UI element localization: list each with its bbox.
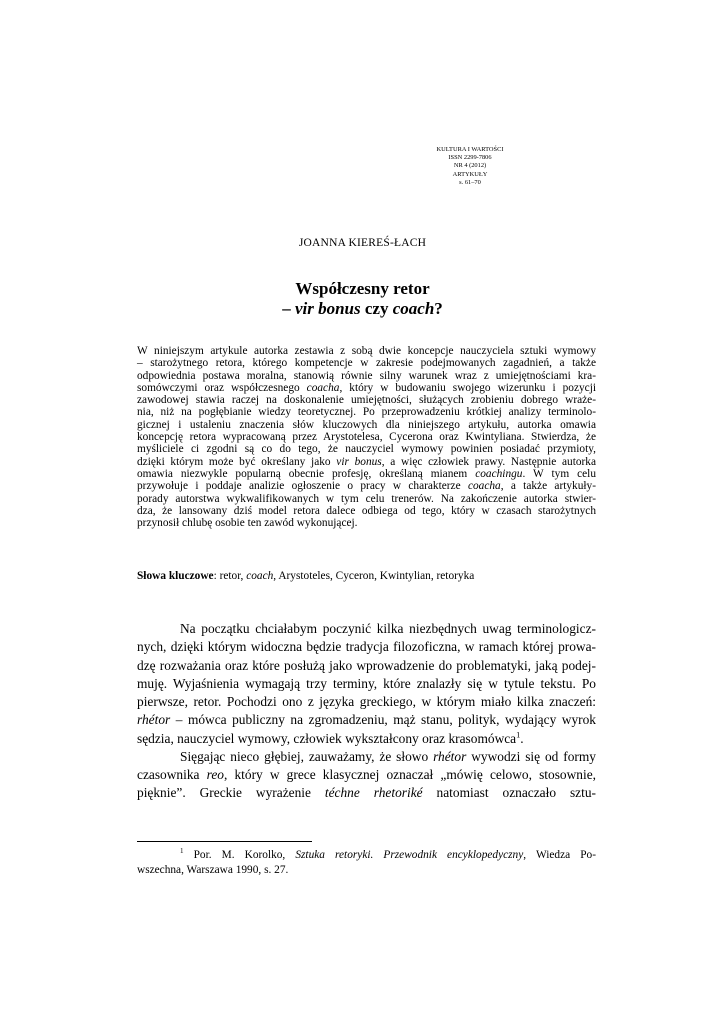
keywords-text: : retor, xyxy=(213,570,247,582)
abstract-line: odpowiednia postawa moralna, stanowią równie silny warunek wraz z umiejętnościami kra- xyxy=(137,369,596,382)
abstract-line: W niniejszym artykule autorka zestawia z sobą dwie koncepcje nauczyciela sztuki wymowy xyxy=(137,345,596,357)
abstract-text: , który w budowaniu swojego wizerunku i pozycji xyxy=(339,381,596,394)
title-vir-bonus: vir bonus xyxy=(294,299,361,318)
abstract-text: , a więc człowiek prawy. Następnie autorka xyxy=(381,455,596,468)
abstract-line: nia, niż na pogłębianie wiedzy teoretycznej. Po przeprowadzeniu krótkiej analizy terminolo- xyxy=(137,406,596,419)
body-text xyxy=(137,620,596,803)
abstract-line: dza, że lansowany dziś model retora dalece odbiega od tego, który w czasach starożytnych xyxy=(137,504,596,517)
body-line xyxy=(137,730,596,748)
footnote-line: wszechna, Warszawa 1990, s. 27. xyxy=(137,863,289,876)
journal-header xyxy=(370,146,570,187)
journal-issue: NR 4 (2012) xyxy=(453,162,487,170)
body-line: nych, dzięki którym widoczna będzie tradycja filozoficzna, w ramach której prowa- xyxy=(137,639,596,655)
keywords-text: , Arystoteles, Cyceron, Kwintylian, retoryka xyxy=(273,570,475,582)
journal-section: ARTYKUŁY xyxy=(452,170,488,178)
abstract-line xyxy=(137,382,596,394)
article-title xyxy=(0,279,725,319)
abstract-italic: coacha xyxy=(306,381,340,394)
abstract-line xyxy=(137,468,596,480)
footnote-text: Por. M. Korolko, xyxy=(183,849,296,861)
abstract-line: gicznej i ustaleniu znaczenia słów kluczowych dla niniejszego artykułu, autorka omawia xyxy=(137,418,596,431)
abstract-text: , a także artykuły- xyxy=(500,480,596,493)
abstract-italic: vir bonus xyxy=(336,455,382,468)
body-italic: rhétor xyxy=(137,712,171,728)
abstract-line: zawodowej stawia raczej na doskonalenie umiejętności, służących zrobieniu dobrego wraże- xyxy=(137,394,596,407)
abstract-italic: coachingu xyxy=(475,467,523,480)
abstract-line: myśliciele ci zgodni są co do tego, że nauczyciel wymowy powinien posiadać przymioty, xyxy=(137,443,596,456)
body-italic: rhétor xyxy=(433,748,467,764)
body-text: wywodzi się od formy xyxy=(466,748,596,764)
title-czy: czy xyxy=(360,299,393,318)
footnote xyxy=(137,848,596,877)
body-line xyxy=(137,766,596,784)
body-line xyxy=(137,784,596,802)
abstract-line xyxy=(137,456,596,468)
abstract xyxy=(137,345,596,529)
footnote-number: 1 xyxy=(180,847,184,856)
body-line: muję. Wyjaśnienia wymagają trzy terminy, które znalazły się w tytule tekstu. Po xyxy=(137,675,596,691)
body-text: . xyxy=(520,730,524,746)
body-text: sędzia, nauczyciel wymowy, człowiek wykształcony oraz krasomówca xyxy=(137,730,517,746)
body-text: Sięgając nieco głębiej, zauważamy, że słowo xyxy=(180,748,434,764)
body-line: dzę rozważania oraz które posłużą jako wprowadzenie do problematyki, jaką podej- xyxy=(137,657,596,673)
body-line: pierwsze, retor. Pochodzi ono z języka greckiego, w którym miało kilka znaczeń: xyxy=(137,694,596,709)
footnote-line xyxy=(137,848,596,863)
body-text: pięknie”. Greckie wyrażenie xyxy=(137,785,325,801)
journal-name: KULTURA I WARTOŚCI xyxy=(436,146,504,153)
footnote-ref[interactable]: 1 xyxy=(516,730,521,740)
abstract-line: koncepcję retora wypracowaną przez Arystotelesa, Cycerona oraz Kwintyliana. Stwierdza, że xyxy=(137,431,596,444)
journal-issn: ISSN 2299-7806 xyxy=(448,154,492,162)
body-italic: téchne rhetoriké xyxy=(324,785,423,801)
abstract-text: omawia niezwykle popularną obecnie profesję, określaną mianem xyxy=(137,467,476,480)
body-line: Na początku chciałabym poczynić kilka niezbędnych uwag terminologicz- xyxy=(180,621,596,636)
title-line-2 xyxy=(0,299,725,319)
body-text: natomiast oznaczało sztu- xyxy=(422,785,596,801)
footnote-text: , Wiedza Po- xyxy=(523,849,596,861)
body-text: czasownika xyxy=(137,767,207,782)
abstract-line: – starożytnego retora, którego kompetencje w zakresie podejmowanych zagadnień, a także xyxy=(137,357,596,370)
abstract-line xyxy=(137,480,596,492)
keywords-italic: coach xyxy=(246,570,274,582)
body-line xyxy=(137,711,596,729)
body-text: – mówca publiczny na zgromadzeniu, mąż stanu, polityk, wydający wyrok xyxy=(170,712,596,728)
title-coach: coach xyxy=(392,299,435,318)
body-line xyxy=(137,748,596,766)
article-author: JOANNA KIEREŚ-ŁACH xyxy=(298,237,427,249)
abstract-text: somówczymi oraz współczesnego xyxy=(137,381,307,394)
footnote-italic: Sztuka retoryki. Przewodnik encyklopedyczny xyxy=(295,849,524,861)
abstract-line: przynosił chlubę osobie ten zawód wykonującej. xyxy=(137,517,358,530)
keywords xyxy=(137,570,596,582)
title-question: ? xyxy=(434,299,443,318)
keywords-label: Słowa kluczowe xyxy=(137,570,214,582)
body-text: , który w grece klasycznej oznaczał „mówię celowo, stosownie, xyxy=(223,767,597,782)
abstract-text: przywołuje i poddaje analizie ogłoszenie o pracy w charakterze xyxy=(137,480,468,493)
journal-pages: s. 61–70 xyxy=(459,178,481,186)
abstract-text: dzięki którym może być określany jako xyxy=(137,455,337,468)
abstract-text: . W tym celu xyxy=(522,467,596,480)
body-italic: reo xyxy=(206,767,224,782)
footnote-divider xyxy=(137,841,312,842)
title-line-1: Współczesny retor xyxy=(295,279,430,298)
title-dash: – xyxy=(282,299,295,318)
abstract-line: porady autorstwa wykwalifikowanych w tym celu trenerów. Na zakończenie autorka stwier- xyxy=(137,492,596,505)
abstract-italic: coacha xyxy=(467,480,501,493)
